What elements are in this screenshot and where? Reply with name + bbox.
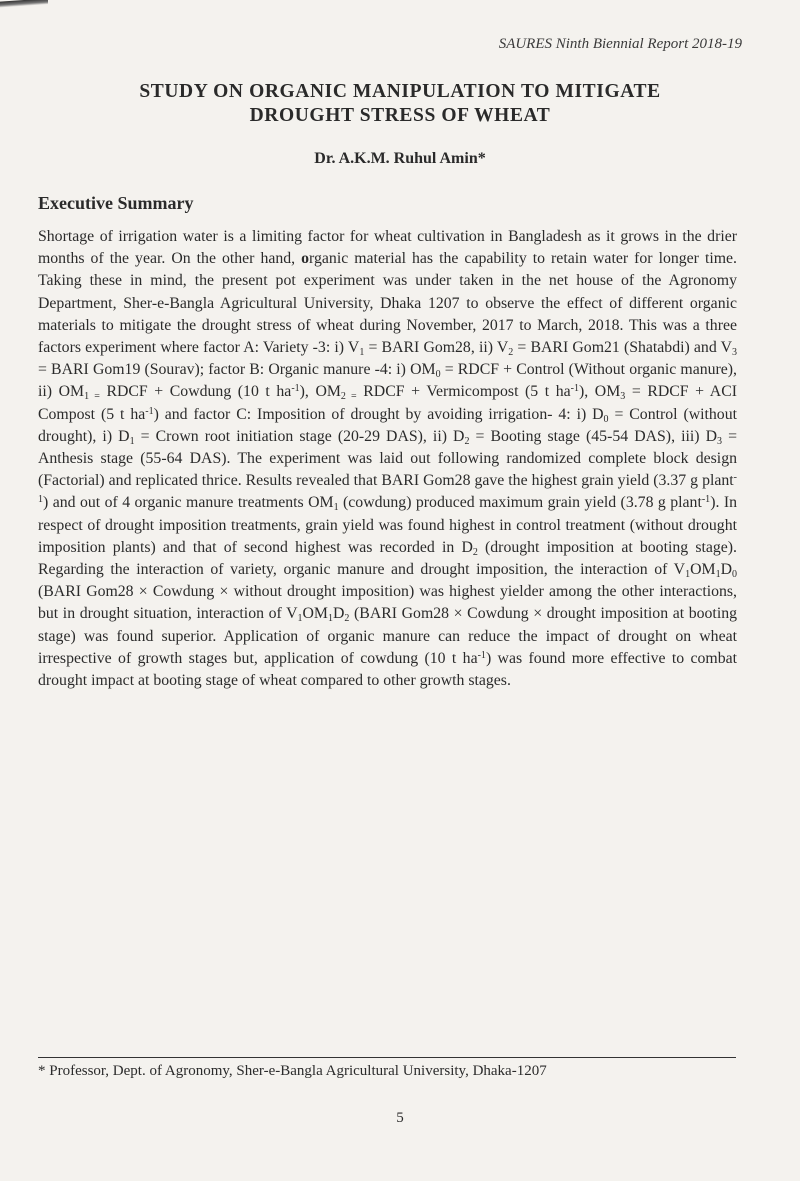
summary-text: = BARI Gom28, ii) V — [364, 339, 509, 357]
summary-text: = RDCF + Control (Without organic manure), ii) OM — [38, 361, 738, 401]
summary-text: RDCF + Vermicompost (5 t ha — [356, 383, 571, 401]
subscript: 0 — [435, 369, 441, 381]
subscript: 3 — [620, 391, 626, 403]
subscript: 2 — [508, 347, 514, 359]
summary-text: ) and factor C: Imposition of drought by avoiding irrigation- 4: i) D — [153, 405, 604, 423]
page-number: 5 — [396, 1110, 404, 1126]
summary-text: ) was found more effective to combat drought impact at booting stage of wheat compared to other growth stages. — [38, 649, 738, 690]
summary-text: ) and out of 4 organic manure treatments OM — [43, 494, 334, 512]
subscript: 1 — [715, 569, 721, 581]
summary-text: D — [332, 605, 345, 623]
subscript: 1 — [685, 569, 691, 581]
summary-text: (BARI Gom28 × Cowdung × drought imposition at booting stage) was found superior. Application of organic manure can reduce the impact of drought on wheat irrespective of growth stages but, application of cowdung (10 t ha — [38, 605, 738, 667]
title-line-2: DROUGHT STRESS OF WHEAT — [249, 105, 551, 126]
summary-text: ), OM — [299, 383, 341, 401]
subscript: 1 = — [84, 391, 100, 403]
footnote-divider — [38, 1057, 736, 1058]
summary-text: ). In respect of drought imposition treatments, grain yield was found highest in control treatment (without drought imposition plants) and that of second highest was recorded in D — [38, 494, 738, 556]
summary-text: Shortage of irrigation water is a limiting factor for wheat cultivation in Bangladesh as it grows in the drier months of the year. On the other hand, — [38, 228, 737, 268]
footnote: * Professor, Dept. of Agronomy, Sher-e-Bangla Agricultural University, Dhaka-1207 — [38, 1063, 547, 1079]
section-heading: Executive Summary — [38, 193, 194, 213]
title-line-1: STUDY ON ORGANIC MANIPULATION TO MITIGATE — [139, 81, 661, 102]
summary-bold-letter: o — [301, 250, 310, 268]
scan-edge-mark — [0, 0, 48, 8]
subscript: 1 — [327, 613, 333, 625]
subscript: 0 — [603, 413, 609, 425]
subscript: 1 — [129, 435, 135, 447]
running-header: SAURES Ninth Biennial Report 2018-19 — [498, 36, 742, 52]
summary-text: D — [720, 561, 732, 579]
summary-text: RDCF + Cowdung (10 t ha — [99, 383, 292, 401]
superscript: -1 — [291, 383, 300, 395]
author-name: Dr. A.K.M. Ruhul Amin* — [314, 150, 486, 167]
subscript: 3 — [717, 435, 723, 447]
subscript: 2 = — [340, 391, 357, 403]
summary-text: = RDCF + ACI Compost (5 t ha — [38, 383, 737, 423]
page-title — [60, 80, 740, 128]
summary-text: = Control (without drought), i) D — [38, 405, 737, 445]
superscript: -1 — [477, 649, 486, 661]
summary-text: = Booting stage (45-54 DAS), iii) D — [469, 427, 718, 445]
superscript: -1 — [145, 405, 154, 417]
summary-text: = Crown root initiation stage (20-29 DAS), ii) D — [134, 427, 465, 445]
summary-text: (BARI Gom28 × Cowdung × without drought imposition) was highest yielder among the other interactions, but in drought situation, interaction of V — [38, 583, 737, 623]
subscript: 2 — [472, 546, 478, 558]
summary-text: = Anthesis stage (55-64 DAS). The experiment was laid out following randomized complete block design (Factorial) and replicated thrice. Results revealed that BARI Gom28 gave the highest grain yield (3.37 g plant — [38, 427, 737, 490]
subscript: 1 — [333, 502, 339, 514]
summary-text: (cowdung) produced maximum grain yield (3.78 g plant — [338, 494, 702, 512]
summary-text: OM — [302, 605, 328, 623]
summary-text: rganic material has the capability to retain water for longer time. Taking these in mind, the present pot experiment was under taken in the net house of the Agronomy Department, Sher-e-Bangla Agricultural University, Dhaka 1207 to observe the effect of different organic materials to mitigate the drought stress of wheat during November, 2017 to March, 2018. This was a three factors experiment where factor A: Variety -3: i) V — [38, 250, 737, 357]
summary-text: = BARI Gom19 (Sourav); factor B: Organic manure -4: i) OM — [38, 361, 436, 379]
subscript: 1 — [297, 613, 303, 625]
subscript: 0 — [732, 569, 737, 581]
subscript: 2 — [344, 613, 350, 625]
summary-text: ), OM — [579, 383, 621, 401]
subscript: 1 — [359, 347, 365, 359]
summary-text: (drought imposition at booting stage). Regarding the interaction of variety, organic manure and drought imposition, the interaction of V — [38, 538, 737, 579]
subscript: 3 — [732, 347, 737, 359]
superscript: -1 — [701, 494, 711, 506]
executive-summary-paragraph — [38, 226, 737, 692]
superscript: -1 — [570, 383, 579, 395]
summary-text: OM — [690, 561, 716, 579]
subscript: 2 — [464, 435, 470, 447]
summary-text: = BARI Gom21 (Shatabdi) and V — [513, 339, 732, 357]
superscript: -1 — [38, 472, 737, 506]
